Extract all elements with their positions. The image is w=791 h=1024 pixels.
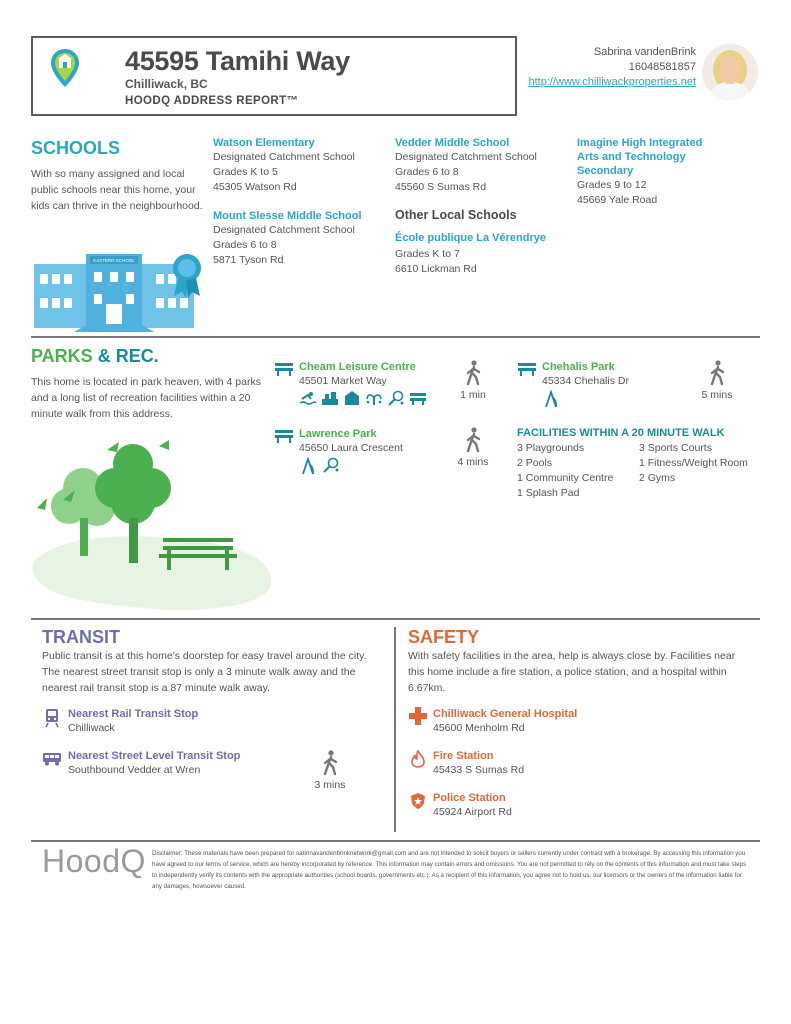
- park-amenity-icons: [299, 390, 427, 406]
- schools-intro: With so many assigned and local public schools near this home, your kids can thrive in the neighbourhood.: [31, 168, 203, 212]
- transit-intro: Public transit is at this home's doorstep for easy travel around the city. The nearest street transit stop is only a 3 minute walk away and the nearest rail transit stop is a 87 minute walk away.: [42, 650, 367, 694]
- safety-name: Police Station: [433, 792, 506, 804]
- facility-item: 3 Playgrounds: [517, 442, 585, 454]
- safety-address: 45433 S Sumas Rd: [433, 764, 525, 776]
- school-grades: Grades 6 to 8: [213, 239, 277, 251]
- safety-title: SAFETY: [408, 627, 480, 647]
- sports-court-icon: [322, 457, 340, 473]
- walk-time: 5 mins: [701, 389, 733, 401]
- facility-item: 2 Pools: [517, 457, 553, 469]
- school-name: Watson Elementary: [213, 137, 315, 149]
- divider: [31, 618, 760, 620]
- school-watson: [213, 136, 391, 195]
- school-grades: Grades 9 to 12: [577, 179, 647, 191]
- parks-intro: This home is located in park heaven, with 4 parks and a long list of recreation facilities within a 20 minute walk from this address.: [31, 376, 261, 420]
- park-name: Chehalis Park: [542, 361, 615, 373]
- walk-time: 4 mins: [457, 456, 489, 468]
- park-illustration: [33, 438, 273, 619]
- school-type: Designated Catchment School: [213, 151, 355, 163]
- walking-icon: [708, 360, 726, 386]
- school-building-illustration: [34, 250, 209, 337]
- school-imagine-high: [577, 136, 757, 208]
- splash-pad-icon: [365, 390, 383, 406]
- facilities-list-right: [639, 441, 748, 486]
- facility-item: 1 Community Centre: [517, 472, 614, 484]
- safety-address: 45924 Airport Rd: [433, 806, 512, 818]
- walk-time-transit: [309, 750, 351, 791]
- walk-time-lawrence: [452, 427, 494, 468]
- parks-title-b: & REC.: [97, 346, 159, 366]
- facility-item: 1 Splash Pad: [517, 487, 580, 499]
- school-grades: Grades K to 7: [395, 248, 460, 260]
- train-icon: [44, 708, 60, 733]
- school-mount-slesse: [213, 209, 391, 268]
- school-address: 45305 Watson Rd: [213, 181, 297, 193]
- police-badge-icon: [410, 792, 426, 815]
- school-sign: EASTERN SCHOOL: [93, 258, 135, 263]
- flame-icon: [411, 750, 425, 773]
- school-address: 45669 Yale Road: [577, 194, 658, 206]
- school-name: École publique La Vérendrye: [395, 232, 546, 244]
- city-label: Chilliwack, BC: [125, 77, 208, 91]
- vertical-divider: [394, 627, 396, 832]
- park-lawrence: [299, 427, 459, 456]
- street-transit: [68, 749, 240, 778]
- safety-address: 45600 Menholm Rd: [433, 722, 525, 734]
- street-transit-label: Nearest Street Level Transit Stop: [68, 750, 241, 762]
- rail-transit-label: Nearest Rail Transit Stop: [68, 708, 199, 720]
- avatar: [702, 44, 758, 100]
- school-name: Vedder Middle School: [395, 137, 510, 149]
- street-transit-value: Southbound Vedder at Wren: [68, 764, 201, 776]
- rail-transit: [68, 707, 198, 736]
- school-grades: Grades K to 5: [213, 166, 278, 178]
- schools-title: SCHOOLS: [31, 138, 121, 158]
- walking-icon: [321, 750, 339, 776]
- rail-transit-value: Chilliwack: [68, 722, 115, 734]
- school-name: Mount Slesse Middle School: [213, 210, 362, 222]
- other-schools-heading: Other Local Schools: [395, 208, 517, 222]
- playground-icon: [543, 390, 559, 413]
- safety-intro: With safety facilities in the area, help is always close by. Facilities near this home include a fire station, a police station, and a hospital within 6.67km.: [408, 650, 736, 694]
- hoodq-logo: HoodQ: [42, 843, 146, 879]
- safety-police: [433, 791, 512, 820]
- walk-time: 3 mins: [314, 779, 346, 791]
- divider: [31, 336, 760, 338]
- school-type: Designated Catchment School: [395, 151, 537, 163]
- park-address: 45650 Laura Crescent: [299, 442, 403, 454]
- school-name: Imagine High Integrated: [577, 137, 703, 149]
- agent-phone: 16048581857: [628, 61, 696, 73]
- bus-icon: [42, 752, 62, 771]
- facility-item: 1 Fitness/Weight Room: [639, 457, 748, 469]
- school-address: 45560 S Sumas Rd: [395, 181, 487, 193]
- park-name: Cheam Leisure Centre: [299, 361, 416, 373]
- facility-item: 2 Gyms: [639, 472, 676, 484]
- sports-court-icon: [387, 390, 405, 406]
- park-address: 45501 Market Way: [299, 375, 387, 387]
- divider: [31, 840, 760, 842]
- parks-title-a: PARKS: [31, 346, 93, 366]
- agent-name: Sabrina vandenBrink: [593, 46, 696, 58]
- safety-name: Chilliwack General Hospital: [433, 708, 578, 720]
- arena-icon: [343, 390, 361, 406]
- school-address: 6610 Lickman Rd: [395, 263, 477, 275]
- safety-name: Fire Station: [433, 750, 494, 762]
- school-la-verendrye: [395, 231, 575, 277]
- safety-fire: [433, 749, 524, 778]
- swimming-icon: [299, 390, 317, 406]
- school-type: Designated Catchment School: [213, 224, 355, 236]
- transit-title: TRANSIT: [42, 627, 120, 647]
- walk-time: 1 min: [460, 389, 486, 401]
- park-name: Lawrence Park: [299, 428, 377, 440]
- bench-icon: [409, 390, 427, 406]
- park-chehalis: [542, 360, 702, 389]
- school-address: 5871 Tyson Rd: [213, 254, 284, 266]
- school-vedder: [395, 136, 573, 195]
- facility-item: 3 Sports Courts: [639, 442, 712, 454]
- report-title: HOODQ ADDRESS REPORT™: [125, 95, 299, 107]
- park-icon: [274, 428, 294, 449]
- gym-icon: [321, 390, 339, 406]
- location-pin-icon: [50, 48, 80, 93]
- walking-icon: [464, 427, 482, 453]
- school-grades: Grades 6 to 8: [395, 166, 459, 178]
- walk-time-chehalis: [696, 360, 738, 401]
- park-address: 45334 Chehalis Dr: [542, 375, 629, 387]
- school-name: Secondary: [577, 165, 634, 177]
- facilities-title: FACILITIES WITHIN A 20 MINUTE WALK: [517, 427, 725, 439]
- park-amenity-icons: [300, 457, 340, 475]
- park-cheam: [299, 360, 459, 389]
- park-icon: [274, 361, 294, 382]
- hospital-cross-icon: [409, 707, 427, 730]
- walk-time-cheam: [452, 360, 494, 401]
- walking-icon: [464, 360, 482, 386]
- agent-contact: [528, 45, 696, 90]
- facilities-list-left: [517, 441, 613, 501]
- school-name: Arts and Technology: [577, 151, 686, 163]
- page-title: 45595 Tamihi Way: [125, 46, 350, 76]
- parks-title: [31, 346, 159, 367]
- safety-hospital: [433, 707, 577, 736]
- playground-icon: [300, 457, 316, 475]
- park-icon: [517, 361, 537, 382]
- agent-website-link[interactable]: http://www.chilliwackproperties.net: [528, 76, 696, 88]
- disclaimer: Disclaimer: These materials have been prepared for sabrinavandenbrinknetwork@gmail.com and are not intended to solicit buyers or sellers currently under contract with a brokerage. By accessing this information you have agreed to our terms of service, which are hereby incorporated by reference. This information may contain errors and omissions. You are not permitted to rely on the contents of this information and must take steps to independently verify its contents with the appropriate authorities (school boards, governments etc.). As a recipient of this information, you agree not to hold us, our licensors or the owners of the information liable for any damages, howsoever caused.: [152, 850, 747, 890]
